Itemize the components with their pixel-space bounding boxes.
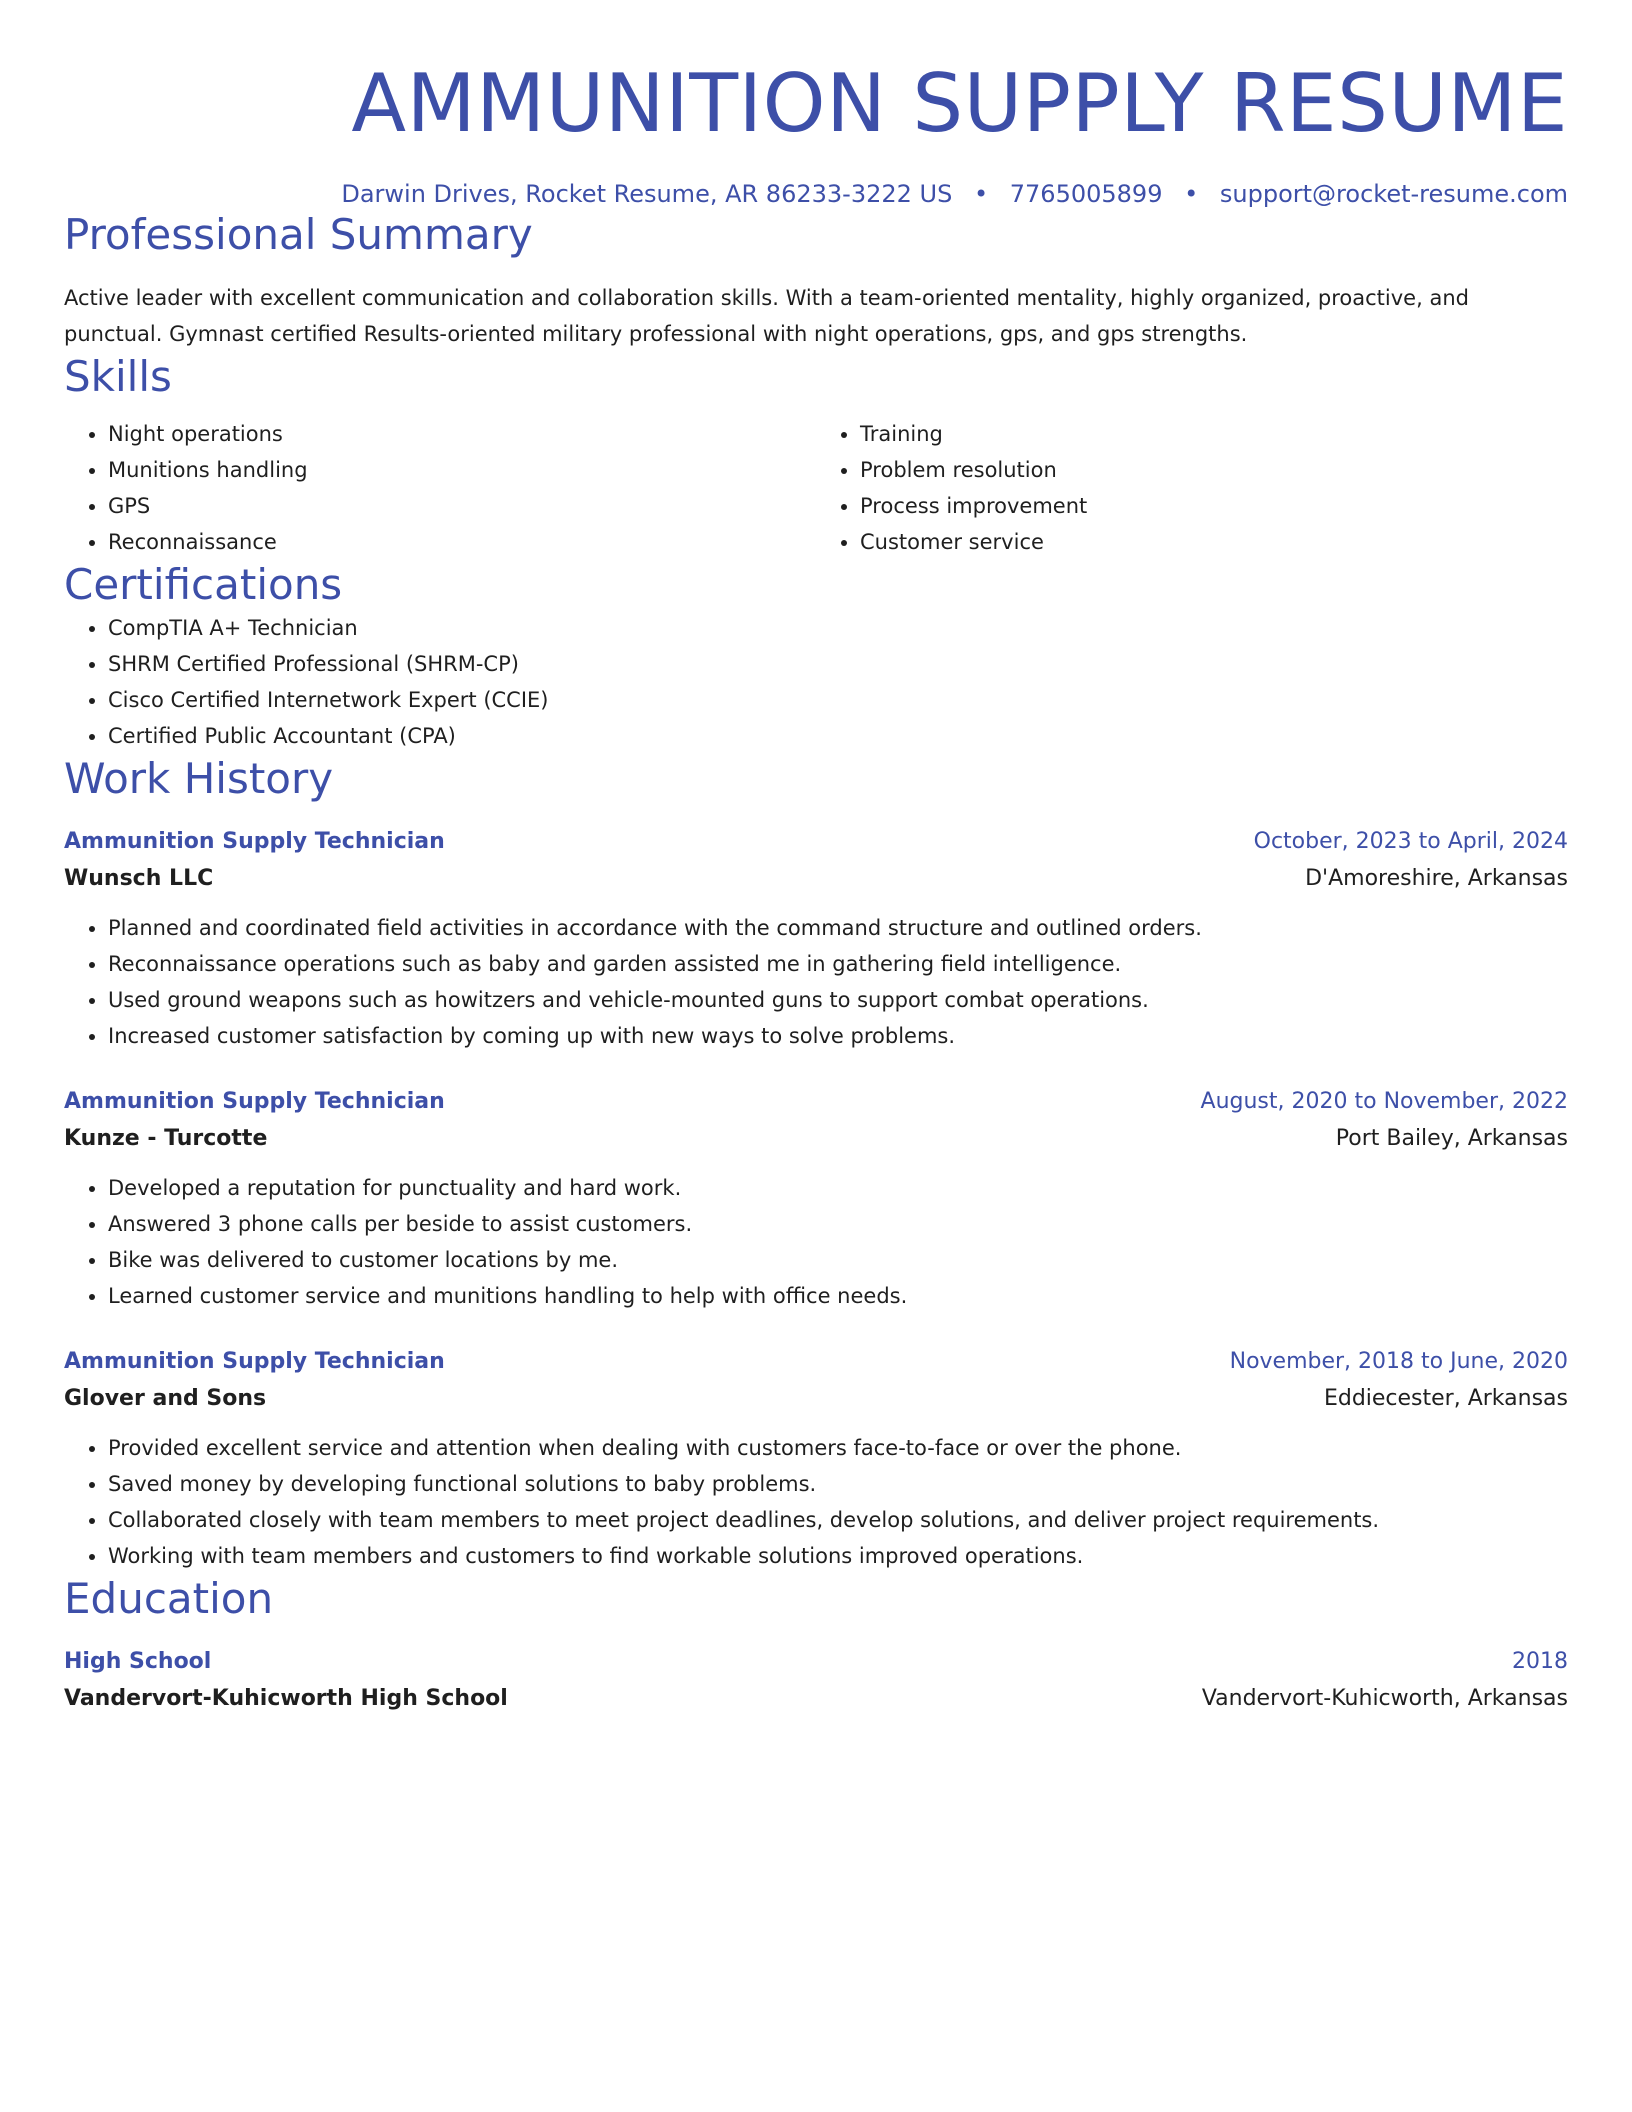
work-history-heading: Work History [64, 754, 334, 803]
job-header-row [64, 824, 1568, 860]
education-entry [64, 1644, 1568, 1718]
job-company-row [64, 1120, 1568, 1158]
education-location: Vandervort-Kuhicworth, Arkansas [1201, 1686, 1568, 1711]
skill-item: • GPS [108, 488, 816, 524]
job-bullets [64, 1170, 1568, 1314]
job-entry [64, 1344, 1568, 1574]
job-dates: August, 2020 to November, 2022 [1200, 1089, 1568, 1114]
job-title: Ammunition Supply Technician [64, 1349, 445, 1374]
resume-name: AMMUNITION SUPPLY RESUME [351, 57, 1568, 150]
contact-line [64, 178, 1568, 210]
summary-text: Active leader with excellent communication and collaboration skills. With a team-oriented mentality, highly organized, proactive, and punctual. Gymnast certified Results-oriented military professional with night operations, gps, and gps strengths. [64, 286, 1469, 346]
job-entry [64, 1084, 1568, 1314]
skill-item: • Munitions handling [108, 452, 816, 488]
skill-item: • Night operations [108, 416, 816, 452]
job-header-row [64, 1344, 1568, 1380]
job-header-row [64, 1084, 1568, 1120]
education-header-row [64, 1644, 1568, 1680]
skill-item: • Process improvement [860, 488, 1568, 524]
job-bullet: • Increased customer satisfaction by coming up with new ways to solve problems. [108, 1018, 1568, 1054]
education-heading: Education [64, 1574, 274, 1623]
job-bullet: • Used ground weapons such as howitzers and vehicle-mounted guns to support combat operations. [108, 982, 1568, 1018]
job-dates: November, 2018 to June, 2020 [1229, 1349, 1568, 1374]
certification-item: • CompTIA A+ Technician [108, 610, 1568, 646]
education-year: 2018 [1512, 1649, 1568, 1674]
job-bullet: • Learned customer service and munitions handling to help with office needs. [108, 1278, 1568, 1314]
job-company-row [64, 1380, 1568, 1418]
job-bullet: • Planned and coordinated field activities in accordance with the command structure and outlined orders. [108, 910, 1568, 946]
job-title: Ammunition Supply Technician [64, 829, 445, 854]
job-location: D'Amoreshire, Arkansas [1305, 866, 1568, 891]
job-company-row [64, 860, 1568, 898]
job-bullet: • Answered 3 phone calls per beside to assist customers. [108, 1206, 1568, 1242]
job-bullet: • Provided excellent service and attention when dealing with customers face-to-face or over the phone. [108, 1430, 1568, 1466]
skill-item: • Training [860, 416, 1568, 452]
contact-separator: • [1184, 180, 1199, 208]
job-company: Wunsch LLC [64, 866, 214, 891]
job-title: Ammunition Supply Technician [64, 1089, 445, 1114]
skills-column-right [816, 416, 1568, 560]
certification-item: • Certified Public Accountant (CPA) [108, 718, 1568, 754]
skills-column-left [64, 416, 816, 560]
job-bullet: • Working with team members and customers to find workable solutions improved operations. [108, 1538, 1568, 1574]
job-bullet: • Reconnaissance operations such as baby and garden assisted me in gathering field intelligence. [108, 946, 1568, 982]
contact-phone: 7765005899 [1009, 180, 1163, 208]
job-bullet: • Bike was delivered to customer locations by me. [108, 1242, 1568, 1278]
skill-item: • Problem resolution [860, 452, 1568, 488]
skill-item: • Reconnaissance [108, 524, 816, 560]
skills-heading: Skills [64, 352, 172, 401]
job-location: Eddiecester, Arkansas [1323, 1386, 1568, 1411]
education-degree: High School [64, 1649, 212, 1674]
job-bullets [64, 910, 1568, 1054]
job-bullet: • Saved money by developing functional solutions to baby problems. [108, 1466, 1568, 1502]
education-school: Vandervort-Kuhicworth High School [64, 1686, 508, 1711]
contact-separator: • [973, 180, 989, 208]
contact-email: support@rocket-resume.com [1219, 180, 1568, 208]
certification-item: • Cisco Certified Internetwork Expert (CCIE) [108, 682, 1568, 718]
skill-item: • Customer service [860, 524, 1568, 560]
certification-item: • SHRM Certified Professional (SHRM-CP) [108, 646, 1568, 682]
certifications-heading: Certifications [64, 560, 343, 609]
job-company: Kunze - Turcotte [64, 1126, 268, 1151]
job-entry [64, 824, 1568, 1054]
job-dates: October, 2023 to April, 2024 [1253, 829, 1568, 854]
job-bullets [64, 1430, 1568, 1574]
skills-list [64, 416, 1568, 560]
job-company: Glover and Sons [64, 1386, 267, 1411]
resume-header [64, 0, 1568, 210]
job-bullet: • Collaborated closely with team members to meet project deadlines, develop solutions, and deliver project requirements. [108, 1502, 1568, 1538]
contact-address: Darwin Drives, Rocket Resume, AR 86233-3222 US [341, 180, 953, 208]
education-school-row [64, 1680, 1568, 1718]
job-bullet: • Developed a reputation for punctuality and hard work. [108, 1170, 1568, 1206]
job-location: Port Bailey, Arkansas [1335, 1126, 1568, 1151]
certifications-list [64, 610, 1568, 754]
summary-heading: Professional Summary [64, 210, 533, 259]
